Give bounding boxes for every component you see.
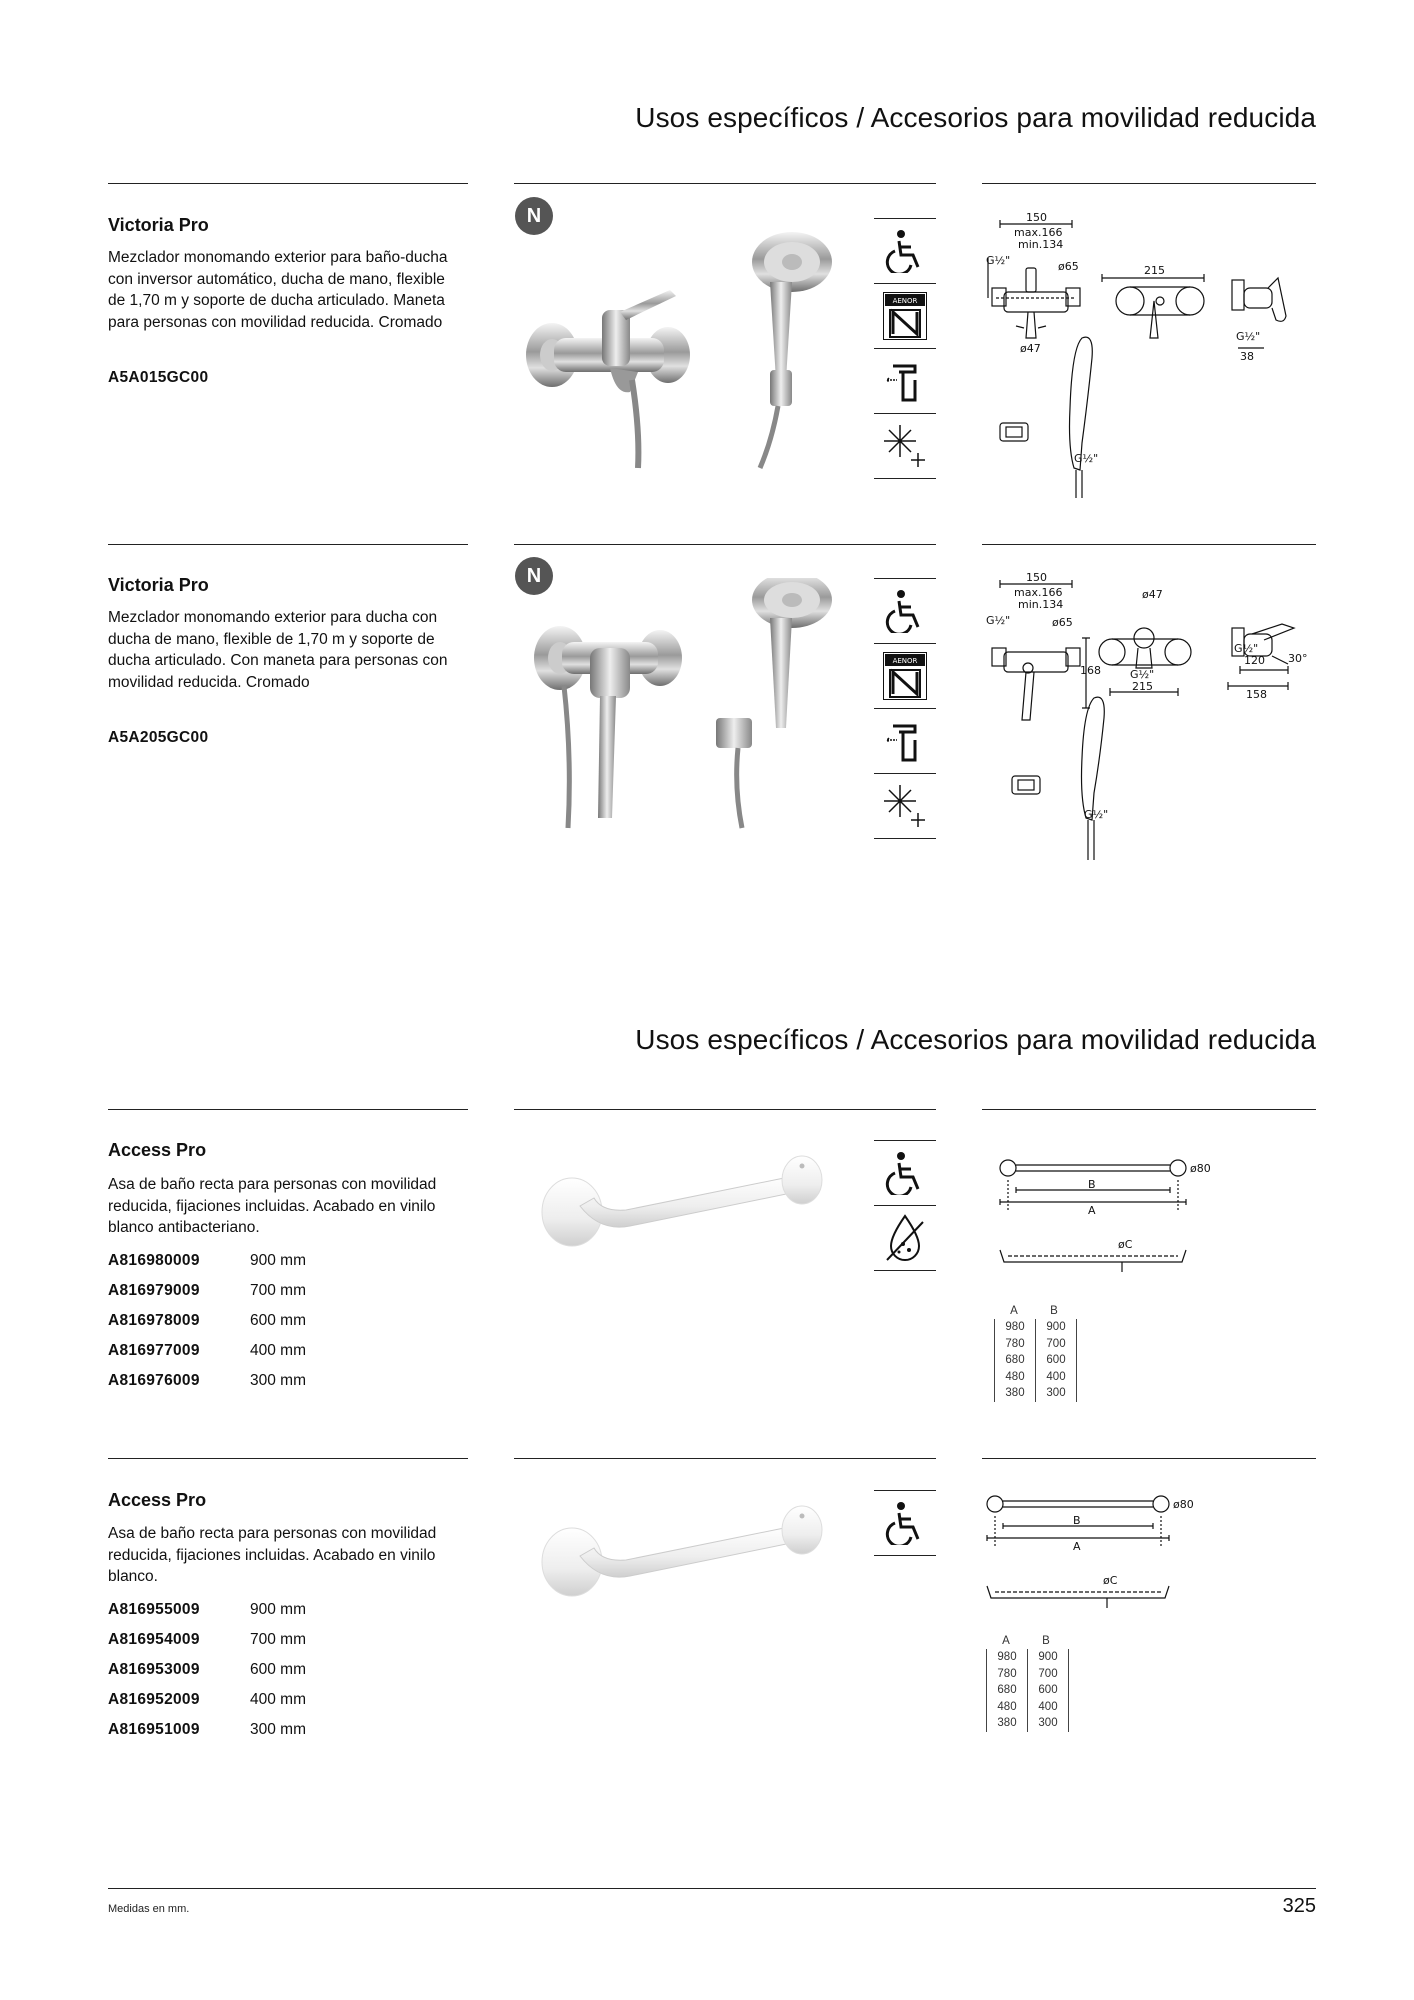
variant-size: 900 mm bbox=[250, 1601, 306, 1618]
svg-text:B: B bbox=[1088, 1178, 1096, 1191]
divider bbox=[108, 1109, 468, 1110]
table-header: B bbox=[1050, 1304, 1058, 1317]
divider bbox=[982, 544, 1316, 545]
page-number: 325 bbox=[1282, 1895, 1316, 1917]
divider bbox=[514, 1458, 936, 1459]
svg-text:A: A bbox=[1088, 1204, 1096, 1217]
svg-text:A: A bbox=[1073, 1540, 1081, 1553]
aenor-certification-icon bbox=[874, 283, 936, 348]
product-description: Mezclador monomando exterior para ducha con ducha de mano, flexible de 1,70 m y soporte de ducha articulado. Con maneta para personas con movilidad reducida. Cromado bbox=[108, 609, 448, 691]
divider bbox=[982, 1458, 1316, 1459]
variant-row bbox=[108, 1625, 408, 1655]
cold-start-icon bbox=[874, 348, 936, 413]
svg-text:ø80: ø80 bbox=[1190, 1162, 1211, 1175]
svg-text:AENOR: AENOR bbox=[892, 297, 918, 305]
feature-icons bbox=[874, 218, 936, 479]
divider bbox=[514, 544, 936, 545]
svg-text:G½": G½" bbox=[1084, 808, 1109, 821]
variant-size: 700 mm bbox=[250, 1282, 306, 1299]
variant-code: A816954009 bbox=[108, 1631, 200, 1648]
divider bbox=[108, 183, 468, 184]
variant-code: A816978009 bbox=[108, 1312, 200, 1329]
section-title: Usos específicos / Accesorios para movilidad reducida bbox=[635, 102, 1316, 133]
svg-text:G½": G½" bbox=[1074, 452, 1099, 465]
accessibility-icon bbox=[874, 578, 936, 643]
mixer-shower-photo bbox=[520, 578, 860, 830]
antibacterial-icon bbox=[874, 1205, 936, 1271]
footer-divider bbox=[108, 1888, 1316, 1889]
table-header: A bbox=[1002, 1634, 1010, 1647]
variant-size: 600 mm bbox=[250, 1312, 306, 1329]
svg-text:168: 168 bbox=[1080, 664, 1101, 677]
product-name: Access Pro bbox=[108, 1140, 207, 1160]
divider bbox=[982, 1109, 1316, 1110]
chrome-finish-icon bbox=[874, 773, 936, 839]
dimension-table: A B 980 780 680 480 380 900 700 600 400 300 bbox=[994, 1302, 1077, 1402]
svg-text:38: 38 bbox=[1240, 350, 1254, 363]
divider bbox=[108, 1458, 468, 1459]
accessibility-icon bbox=[874, 1140, 936, 1205]
section-title: Usos específicos / Accesorios para movilidad reducida bbox=[635, 1024, 1316, 1055]
svg-text:ø65: ø65 bbox=[1058, 260, 1079, 273]
chrome-finish-icon bbox=[874, 413, 936, 479]
variant-code: A816951009 bbox=[108, 1721, 200, 1738]
grab-bar-photo bbox=[540, 1490, 840, 1610]
svg-text:AENOR: AENOR bbox=[892, 657, 918, 665]
variant-code: A816977009 bbox=[108, 1342, 200, 1359]
svg-text:G½": G½" bbox=[1130, 668, 1155, 681]
new-badge: N bbox=[515, 557, 553, 595]
divider bbox=[514, 183, 936, 184]
new-badge: N bbox=[515, 197, 553, 235]
divider bbox=[514, 1109, 936, 1110]
product-name: Access Pro bbox=[108, 1490, 207, 1510]
grab-bar-photo bbox=[540, 1140, 840, 1260]
svg-text:G½": G½" bbox=[1234, 642, 1259, 655]
svg-text:215: 215 bbox=[1132, 680, 1153, 693]
variant-code: A816976009 bbox=[108, 1372, 200, 1389]
product-name: Victoria Pro bbox=[108, 575, 209, 595]
svg-text:G½": G½" bbox=[986, 254, 1011, 267]
technical-drawing bbox=[982, 1150, 1212, 1300]
svg-text:G½": G½" bbox=[1236, 330, 1261, 343]
variant-code: A816953009 bbox=[108, 1661, 200, 1678]
variant-row bbox=[108, 1276, 408, 1306]
svg-text:ø47: ø47 bbox=[1020, 342, 1041, 355]
feature-icons bbox=[874, 1140, 936, 1271]
variant-size: 400 mm bbox=[250, 1342, 306, 1359]
table-header: A bbox=[1010, 1304, 1018, 1317]
technical-drawing bbox=[982, 568, 1312, 868]
svg-text:øC: øC bbox=[1103, 1574, 1118, 1587]
cold-start-icon bbox=[874, 708, 936, 773]
svg-text:158: 158 bbox=[1246, 688, 1267, 701]
variant-code: A816979009 bbox=[108, 1282, 200, 1299]
svg-text:215: 215 bbox=[1144, 264, 1165, 277]
feature-icons bbox=[874, 578, 936, 839]
svg-text:max.166: max.166 bbox=[1014, 226, 1063, 239]
accessibility-icon bbox=[874, 1490, 936, 1556]
variant-list bbox=[108, 1246, 408, 1396]
variant-size: 700 mm bbox=[250, 1631, 306, 1648]
variant-row bbox=[108, 1715, 408, 1745]
variant-size: 300 mm bbox=[250, 1721, 306, 1738]
product-description: Asa de baño recta para personas con movilidad reducida, fijaciones incluidas. Acabado en vinilo blanco. bbox=[108, 1525, 437, 1585]
variant-row bbox=[108, 1306, 408, 1336]
footer-note: Medidas en mm. bbox=[108, 1903, 190, 1915]
technical-drawing bbox=[975, 1486, 1205, 1636]
technical-drawing bbox=[982, 208, 1312, 508]
svg-text:øC: øC bbox=[1118, 1238, 1133, 1251]
variant-row bbox=[108, 1336, 408, 1366]
mixer-bath-shower-photo bbox=[520, 220, 860, 470]
variant-row bbox=[108, 1655, 408, 1685]
svg-text:max.166: max.166 bbox=[1014, 586, 1063, 599]
product-code: A5A015GC00 bbox=[108, 369, 209, 386]
variant-code: A816955009 bbox=[108, 1601, 200, 1618]
variant-size: 900 mm bbox=[250, 1252, 306, 1269]
svg-text:G½": G½" bbox=[986, 614, 1011, 627]
variant-code: A816980009 bbox=[108, 1252, 200, 1269]
variant-size: 400 mm bbox=[250, 1691, 306, 1708]
svg-text:ø65: ø65 bbox=[1052, 616, 1073, 629]
divider bbox=[108, 544, 468, 545]
variant-row bbox=[108, 1595, 408, 1625]
variant-size: 600 mm bbox=[250, 1661, 306, 1678]
table-header: B bbox=[1042, 1634, 1050, 1647]
svg-text:150: 150 bbox=[1026, 211, 1047, 224]
product-code: A5A205GC00 bbox=[108, 729, 209, 746]
product-description: Mezclador monomando exterior para baño-ducha con inversor automático, ducha de mano, flexible de 1,70 m y soporte de ducha articulado. Maneta para personas con movilidad reducida. Cromado bbox=[108, 249, 448, 331]
svg-text:120: 120 bbox=[1244, 654, 1265, 667]
dimension-table: A B 980 780 680 480 380 900 700 600 400 300 bbox=[986, 1632, 1069, 1732]
product-name: Victoria Pro bbox=[108, 215, 209, 235]
svg-text:min.134: min.134 bbox=[1018, 598, 1064, 611]
feature-icons bbox=[874, 1490, 936, 1556]
variant-code: A816952009 bbox=[108, 1691, 200, 1708]
divider bbox=[982, 183, 1316, 184]
svg-text:ø47: ø47 bbox=[1142, 588, 1163, 601]
variant-row bbox=[108, 1246, 408, 1276]
accessibility-icon bbox=[874, 218, 936, 283]
aenor-certification-icon bbox=[874, 643, 936, 708]
variant-size: 300 mm bbox=[250, 1372, 306, 1389]
variant-row bbox=[108, 1366, 408, 1396]
variant-list bbox=[108, 1595, 408, 1745]
product-description: Asa de baño recta para personas con movilidad reducida, fijaciones incluidas. Acabado en vinilo blanco antibacteriano. bbox=[108, 1176, 437, 1236]
svg-text:min.134: min.134 bbox=[1018, 238, 1064, 251]
svg-text:30°: 30° bbox=[1288, 652, 1308, 665]
variant-row bbox=[108, 1685, 408, 1715]
svg-text:ø80: ø80 bbox=[1173, 1498, 1194, 1511]
svg-text:150: 150 bbox=[1026, 571, 1047, 584]
svg-text:B: B bbox=[1073, 1514, 1081, 1527]
